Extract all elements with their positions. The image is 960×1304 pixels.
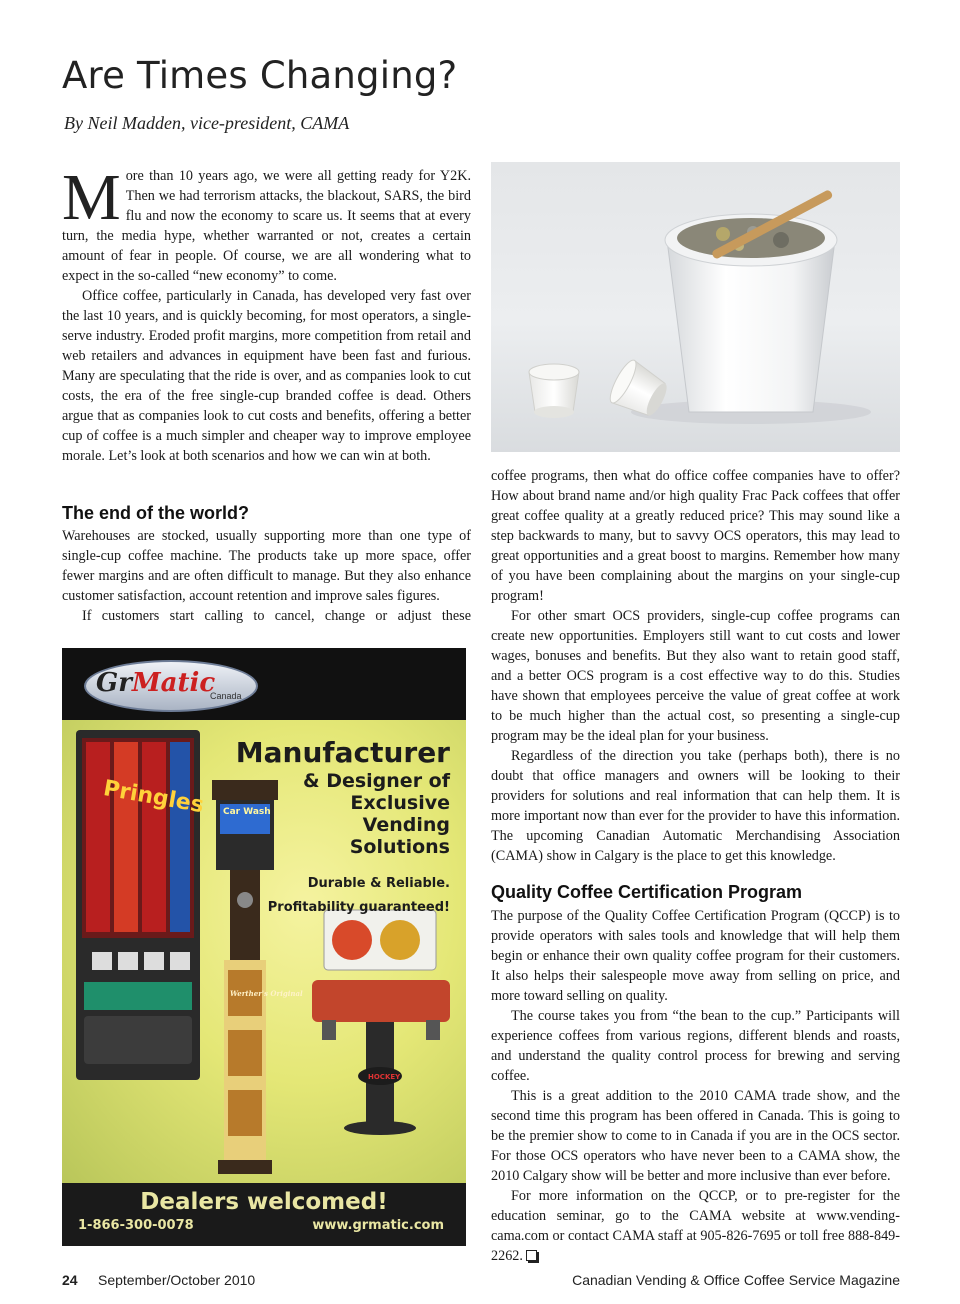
paragraph: Office coffee, particularly in Canada, has developed very fast over the last 10 years, and is quickly becoming, for most operators, a single-serve industry. Eroded profit margins, more competition from retail and web retailers and advances in equipment have been fast and furious. Many are speculating that the ride is over, and as companies look to cut costs, the era of the free single-cup branded coffee is dead. Others argue that as companies look to cut costs and benefits, offering a better cup of coffee is a much simpler and cheaper way to improve employee morale. Let’s look at both scenarios and how we can win at both. <box>62 288 471 464</box>
issue-date: September/October 2010 <box>98 1272 256 1288</box>
ad-tagline-profit: Profitability guaranteed! <box>267 900 450 915</box>
candy-brand-label: Werther's Original <box>230 989 303 998</box>
paragraph: For other smart OCS providers, single-cup coffee programs can create new opportunities. Employers still want to cut costs and lower wages, bonuses and benefits. But they also want to retain good staff, and a better OCS program is a cost effective way to do this. Studies have shown that employees perceive the value of great coffee at work to be much higher than the actual cost, so presenting a single-cup program may be the ideal plan for your business. <box>491 608 900 744</box>
magazine-name: Canadian Vending & Office Coffee Service Magazine <box>572 1272 900 1288</box>
paragraph: The course takes you from “the bean to the cup.” Participants will experience coffees from various regions, different blends and roasts, and understand the quality control process for brewing and serving coffee. <box>491 1008 900 1084</box>
ad-header-band <box>62 648 466 720</box>
article-title: Are Times Changing? <box>62 54 458 97</box>
page-number: 24 <box>62 1272 78 1288</box>
ad-line: Vending <box>362 814 450 836</box>
section-heading-end-of-world: The end of the world? <box>62 503 249 523</box>
drop-cap: M <box>62 161 121 234</box>
ad-dealers-welcome: Dealers welcomed! <box>140 1189 388 1215</box>
left-column-section <box>62 526 471 626</box>
grmatic-logo: GrMatic <box>96 668 216 698</box>
paragraph: Regardless of the direction you take (perhaps both), there is no doubt that office managers and owners will be looking to their providers for solutions and real information that can help them. It is more important now than ever for the provider to have this information. The upcoming Canadian Automatic Merchandising Association (CAMA) show in Calgary is the place to get this knowledge. <box>491 748 900 864</box>
paragraph: If customers start calling to cancel, change or adjust these <box>82 608 471 624</box>
ad-tagline-durable: Durable & Reliable. <box>307 876 450 891</box>
right-column <box>491 466 900 866</box>
ad-line: Exclusive <box>350 792 450 814</box>
end-of-article-icon <box>526 1250 537 1261</box>
hockey-sign: HOCKEY <box>368 1073 401 1081</box>
paragraph: The purpose of the Quality Coffee Certification Program (QCCP) is to provide operators with sales tools and knowledge that will help them begin or enhance their own quality coffee program for their customers. It also helps their salespeople move away from selling on price, and more toward selling on quality. <box>491 908 900 1004</box>
coffee-cup-illustration <box>491 162 900 452</box>
section-heading-qccp: Quality Coffee Certification Program <box>491 882 803 902</box>
ad-headline: Manufacturer <box>235 736 450 769</box>
pringles-brand: Pringles <box>101 776 206 819</box>
paragraph: This is a great addition to the 2010 CAMA trade show, and the second time this program has been offered in Canada. This is going to be the premier show to come to in Canada if you are in the OCS sector. For those OCS operators who have never been to a CAMA show, the 2010 Calgary show will be better and more inclusive than ever before. <box>491 1088 900 1184</box>
coffee-cup-photo <box>491 162 900 452</box>
ad-website-link[interactable]: www.grmatic.com <box>312 1218 444 1233</box>
ad-phone-number[interactable]: 1-866-300-0078 <box>78 1218 194 1233</box>
ad-line: & Designer of <box>303 770 450 792</box>
car-wash-label: Car Wash <box>223 807 271 817</box>
paragraph: More than 10 years ago, we were all getting ready for Y2K. Then we had terrorism attacks, the blackout, SARS, the bird flu and now the economy to scare us. It seems that at every turn, the media hype, whether warranted or not, creates a certain amount of fear in people. Of course, we are all wondering what to expect in the so-called “new economy” to come. <box>62 161 471 284</box>
paragraph: For more information on the QCCP, or to pre-register for the education seminar, go to the CAMA website at www.vending-cama.com or contact CAMA staff at 905-826-7695 or toll free 888-849-2262. <box>491 1188 900 1264</box>
intro-column <box>62 161 471 466</box>
article-byline: By Neil Madden, vice-president, CAMA <box>64 113 350 133</box>
paragraph: coffee programs, then what do office coffee companies have to offer? How about brand name and/or high quality Frac Pack coffees that offer great coffee quality at a greatly reduced price? This may sound like a step backwards to many, but to savvy OCS operators, this may lead to great opportunities and a great boost to margins. Remember how many of you have been complaining about the margins on your single-cup program! <box>491 468 900 604</box>
logo-subtitle: Canada <box>210 691 242 701</box>
ad-headline-block <box>210 736 450 858</box>
ad-line: Solutions <box>349 836 450 858</box>
paragraph: Warehouses are stocked, usually supporting more than one type of single-cup coffee machine. The products take up more space, offer fewer margins and are often difficult to manage. But they also enhance customer satisfaction, account retention and improve sales figures. <box>62 528 471 604</box>
grmatic-advertisement[interactable] <box>62 648 466 1246</box>
right-column-section <box>491 906 900 1266</box>
